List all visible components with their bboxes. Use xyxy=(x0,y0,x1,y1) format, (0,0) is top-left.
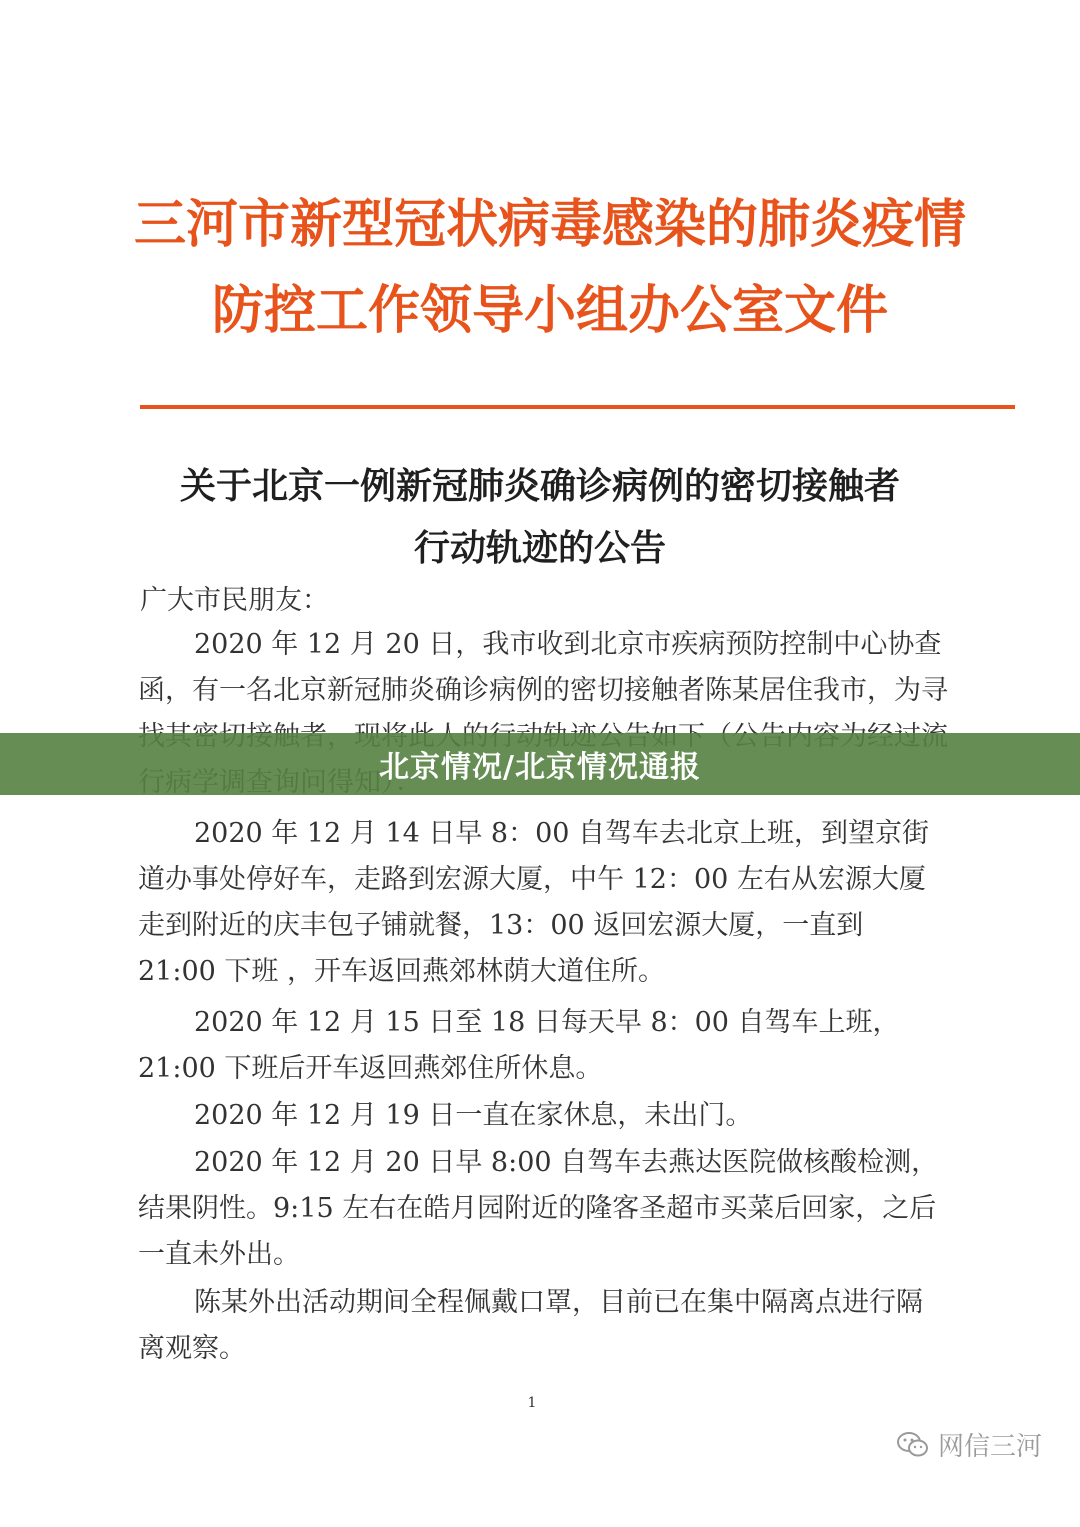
caption-banner xyxy=(0,733,1080,795)
watermark xyxy=(896,1426,1042,1463)
paragraph-dec-19-text: 2020 年 12 月 19 日一直在家休息，未出门。 xyxy=(194,1100,753,1131)
paragraph-dec-15 xyxy=(138,1000,948,1092)
wechat-icon xyxy=(896,1430,930,1460)
salutation: 广大市民朋友： xyxy=(140,585,329,616)
paragraph-mask xyxy=(138,1280,948,1372)
paragraph-dec-14 xyxy=(138,811,948,995)
red-divider-line xyxy=(140,405,1015,409)
paragraph-dec-15-text: 2020 年 12 月 15 日至 18 日每天早 8：00 自驾车上班，21:00 下班后开车返回燕郊住所休息。 xyxy=(138,1007,900,1084)
banner-text: 北京情况/北京情况通报 xyxy=(379,750,701,785)
issuer-title-line-2: 防控工作领导小组办公室文件 xyxy=(211,281,888,341)
paragraph-mask-text: 陈某外出活动期间全程佩戴口罩，目前已在集中隔离点进行隔离观察。 xyxy=(138,1287,923,1364)
paragraph-dec-19 xyxy=(138,1093,948,1139)
paragraph-dec-20 xyxy=(138,1140,948,1278)
document-title-line-1: 关于北京一例新冠肺炎确诊病例的密切接触者 xyxy=(179,466,900,507)
document-title-line-2: 行动轨迹的公告 xyxy=(413,528,666,569)
paragraph-intro-text: 2020 年 12 月 20 日，我市收到北京市疾病预防控制中心协查函，有一名北京新冠肺炎确诊病例的密切接触者陈某居住我市，为寻 xyxy=(138,629,948,706)
issuer-title-line-1: 三河市新型冠状病毒感染的肺炎疫情 xyxy=(133,195,966,255)
paragraph-dec-20-text: 2020 年 12 月 20 日早 8:00 自驾车去燕达医院做核酸检测，结果阴性。9:15 左右在皓月园附近的隆客圣超市买菜后回家，之后一直未外出。 xyxy=(138,1147,939,1270)
page-number: 1 xyxy=(527,1395,537,1411)
watermark-text: 网信三河 xyxy=(937,1432,1042,1462)
paragraph-dec-14-text: 2020 年 12 月 14 日早 8：00 自驾车去北京上班，到望京街道办事处停好车，走路到宏源大厦，中午 12：00 左右从宏源大厦走到附近的庆丰包子铺就餐，13：00 返回宏源大厦，一直到 21:00 下班 ，开车返回燕郊林荫大道住所。 xyxy=(138,818,930,987)
